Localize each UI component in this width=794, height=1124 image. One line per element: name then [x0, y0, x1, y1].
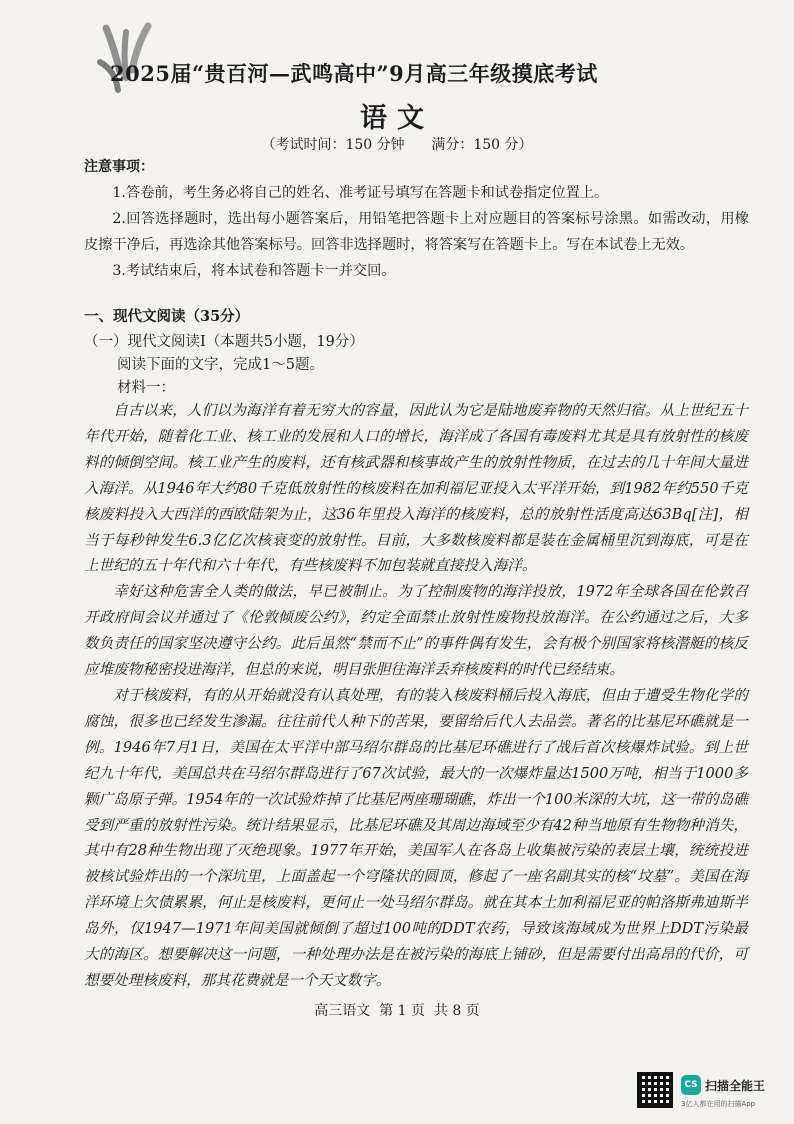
notice-item: 2.回答选择题时，选出每小题答案后，用铅笔把答题卡上对应题目的答案标号涂黑。如需改动，用橡皮擦干净后，再选涂其他答案标号。回答非选择题时，将答案写在答题卡上。写在本试卷上无效。 [84, 211, 749, 253]
notice-heading: 注意事项： [84, 159, 154, 175]
reading-passage [84, 398, 748, 994]
notice-item: 3.考试结束后，将本试卷和答题卡一并交回。 [112, 263, 396, 279]
scanner-app-logo-icon: CS [681, 1075, 701, 1095]
qr-code-icon [637, 1072, 673, 1108]
notice-list [84, 180, 749, 284]
exam-title: 2025届“贵百河—武鸣高中”9月高三年级摸底考试 [110, 61, 598, 86]
passage-paragraph: 对于核废料，有的从开始就没有认真处理，有的装入核废料桶后投入海底，但由于遭受生物化学的腐蚀，很多也已经发生渗漏。往往前代人种下的苦果，要留给后代人去品尝。著名的比基尼环礁就是一例。1946年7月1日，美国在太平洋中部马绍尔群岛的比基尼环礁进行了战后首次核爆炸试验。到上世纪九十年代，美国总共在马绍尔群岛进行了67次试验，最大的一次爆炸量达1500万吨，相当于1000多颗广岛原子弹。1954年的一次试验炸掉了比基尼两座珊瑚礁，炸出一个100米深的大坑，这一带的岛礁受到严重的放射性污染。统计结果显示，比基尼环礁及其周边海域至少有42种当地原有生物物种消失，其中有28种生物出现了灭绝现象。1977年开始，美国军人在各岛上收集被污染的表层土壤，统统投进被核试验炸出的一个深坑里，上面盖起一个穹隆状的圆顶，修起了一座名副其实的核“坟墓”。美国在海洋环境上欠债累累，何止是核废料，更何止一处马绍尔群岛。就在其本土加利福尼亚的帕洛斯弗迪斯半岛外，仅1947—1971年间美国就倾倒了超过100吨的DDT农药，导致该海域成为世界上DDT污染最大的海区。想要解决这一问题，一种处理办法是在被污染的海底上铺砂，但是需要付出高昂的代价，可想要处理核废料，那其花费就是一个天文数字。 [84, 686, 748, 989]
passage-paragraph: 自古以来，人们以为海洋有着无穷大的容量，因此认为它是陆地废弃物的天然归宿。从上世纪五十年代开始，随着化工业、核工业的发展和人口的增长，海洋成了各国有毒废料尤其是具有放射性的核废料的倾倒空间。核工业产生的废料，还有核武器和核事故产生的放射性物质，在过去的几十年间大量进入海洋。从1946年大约80千克低放射性的核废料在加利福尼亚投入太平洋开始，到1982年约550千克核废料投入大西洋的西欧陆架为止，这36年里投入海洋的核废料，总的放射性活度高达63Bq[注]，相当于每秒钟发生6.3亿亿次核衰变的放射性。目前，大多数核废料都是装在金属桶里沉到海底，可是在上世纪的五十年代和六十年代，有些核废料不加包装就直接投入海洋。 [84, 402, 748, 575]
section-heading: 一、现代文阅读（35分） [84, 308, 250, 325]
scanner-app-tagline: 3亿人都在用的扫描App [681, 1100, 756, 1108]
sub-section-heading: （一）现代文阅读Ⅰ（本题共5小题，19分） [84, 334, 364, 350]
subject-title: 语文 [360, 103, 434, 134]
page-footer: 高三语文 第 1 页 共 8 页 [314, 1003, 480, 1019]
exam-meta: （考试时间：150 分钟 满分：150 分） [261, 137, 533, 153]
scanner-app-name: 扫描全能王 [705, 1079, 766, 1093]
material-label: 材料一： [117, 380, 175, 396]
passage-paragraph: 幸好这种危害全人类的做法，早已被制止。为了控制废物的海洋投放，1972年全球各国在伦敦召开政府间会议并通过了《伦敦倾废公约》，约定全面禁止放射性废物投放海洋。在公约通过之后，大多数负责任的国家坚决遵守公约。此后虽然“禁而不止”的事件偶有发生，会有极个别国家将核潜艇的核反应堆废物秘密投进海洋，但总的来说，明目张胆往海洋丢弃核废料的时代已经结束。 [84, 583, 748, 679]
reading-instruction: 阅读下面的文字，完成1～5题。 [117, 357, 324, 373]
notice-item: 1.答卷前，考生务必将自己的姓名、准考证号填写在答题卡和试卷指定位置上。 [112, 185, 609, 201]
